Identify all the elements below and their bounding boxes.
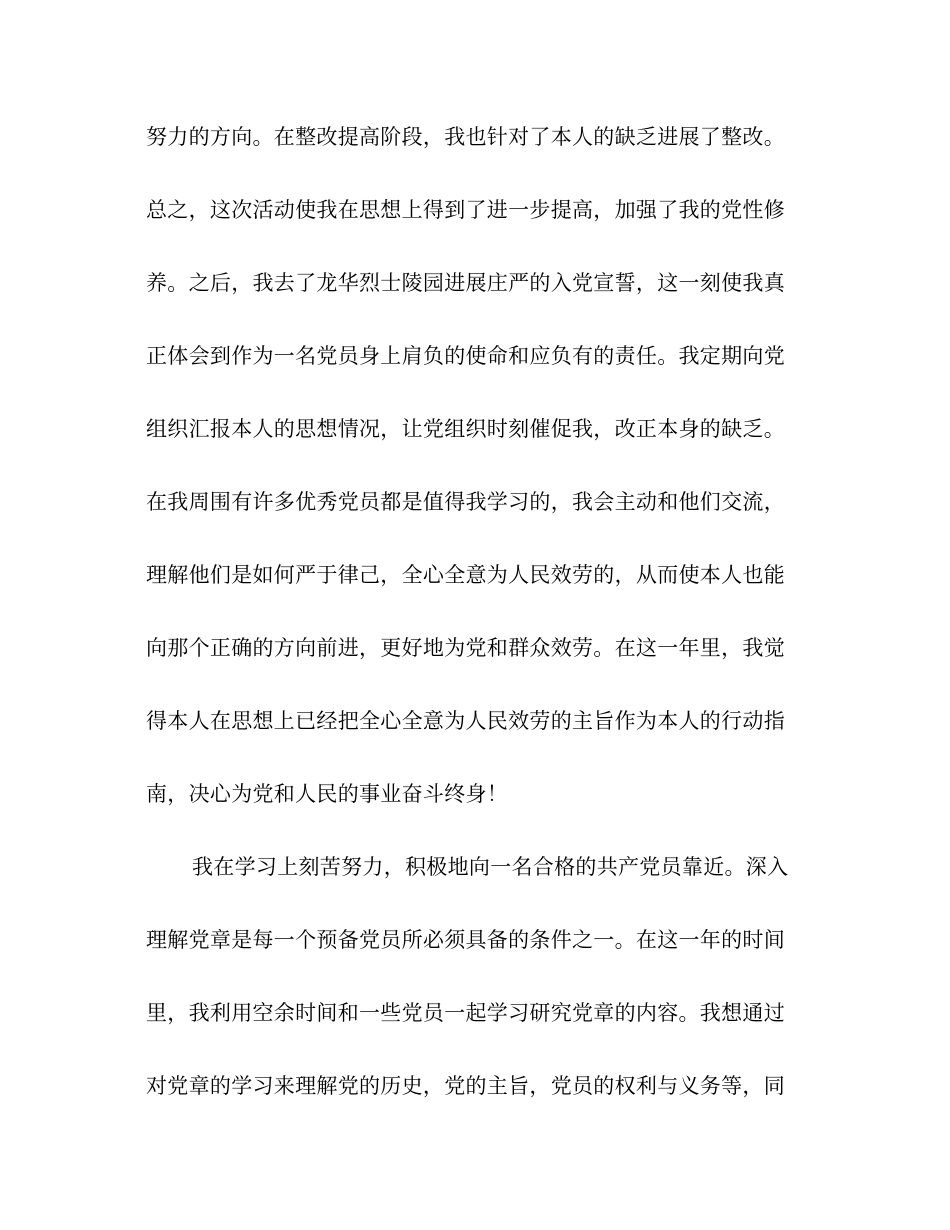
text-line-4: 正体会到作为一名党员身上肩负的使命和应负有的责任。我定期向党 (146, 344, 785, 368)
text-line-1: 努力的方向。在整改提高阶段，我也针对了本人的缺乏进展了整改。 (146, 125, 785, 149)
text-line-2: 总之，这次活动使我在思想上得到了进一步提高，加强了我的党性修 (146, 198, 785, 222)
text-line-6: 在我周围有许多优秀党员都是值得我学习的，我会主动和他们交流， (146, 490, 785, 514)
text-line-13: 里，我利用空余时间和一些党员一起学习研究党章的内容。我想通过 (146, 1001, 785, 1025)
text-line-9: 得本人在思想上已经把全心全意为人民效劳的主旨作为本人的行动指 (146, 709, 785, 733)
text-line-7: 理解他们是如何严于律己，全心全意为人民效劳的，从而使本人也能 (146, 563, 785, 587)
text-line-3: 养。之后，我去了龙华烈士陵园进展庄严的入党宣誓，这一刻使我真 (146, 271, 785, 295)
text-line-12: 理解党章是每一个预备党员所必须具备的条件之一。在这一年的时间 (146, 928, 785, 952)
text-line-14: 对党章的学习来理解党的历史，党的主旨，党员的权利与义务等，同 (146, 1074, 785, 1098)
text-line-8: 向那个正确的方向前进，更好地为党和群众效劳。在这一年里，我觉 (146, 636, 785, 660)
text-line-5: 组织汇报本人的思想情况，让党组织时刻催促我，改正本身的缺乏。 (146, 417, 785, 441)
body-text (146, 116, 806, 1138)
paragraph-start-line: 我在学习上刻苦努力，积极地向一名合格的共产党员靠近。深入 (192, 855, 789, 879)
text-line-10: 南，决心为党和人民的事业奋斗终身！ (146, 782, 509, 806)
